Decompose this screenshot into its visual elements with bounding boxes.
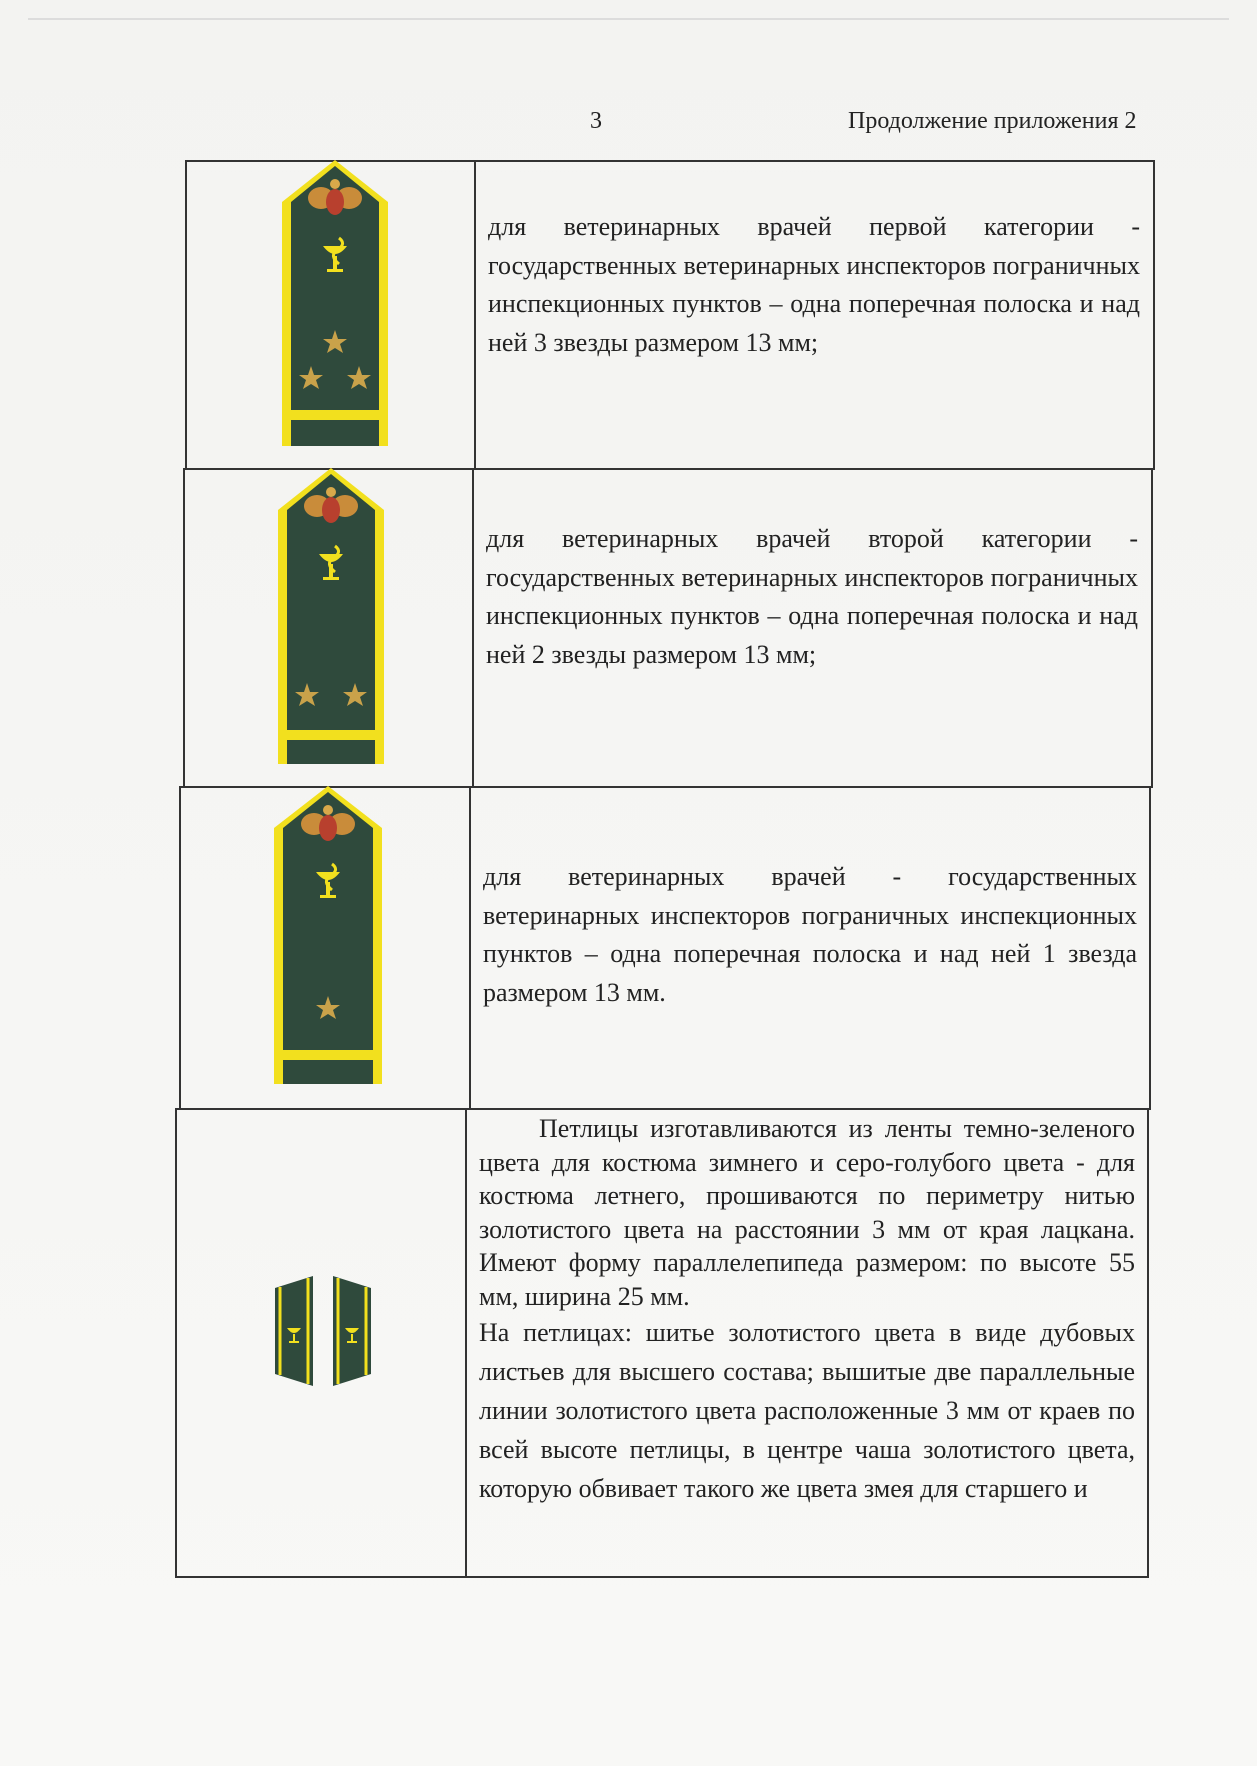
continuation-label: Продолжение приложения 2	[848, 108, 1137, 134]
page-number: 3	[590, 108, 602, 134]
shoulder-strap-2-stars	[278, 468, 384, 764]
scan-edge-line	[28, 18, 1229, 20]
collar-tab-right	[333, 1276, 371, 1386]
column-divider	[469, 786, 471, 1110]
collar-tab-description	[479, 1112, 1135, 1508]
paragraph-1: Петлицы изготавливаются из ленты темно-зеленого цвета для костюма зимнего и серо-голубого цвета - для костюма летнего, прошиваются по периметру нитью золотистого цвета на расстоянии 3 мм от края лацкана. Имеют форму параллелепипеда размером: по высоте 55 мм, ширина 25 мм.	[479, 1114, 1135, 1311]
column-divider	[465, 1108, 467, 1578]
shoulder-strap-1-star	[274, 786, 382, 1084]
rank-description: для ветеринарных врачей второй категории - государственных ветеринарных инспекторов пограничных инспекционных пунктов – одна поперечная полоска и над ней 2 звезды размером 13 мм;	[486, 524, 1138, 669]
rank-description: для ветеринарных врачей - государственных ветеринарных инспекторов пограничных инспекционных пунктов – одна поперечная полоска и над ней 1 звезда размером 13 мм.	[483, 862, 1137, 1007]
column-divider	[472, 468, 474, 788]
collar-tab-left	[275, 1276, 313, 1386]
rank-description: для ветеринарных врачей первой категории - государственных ветеринарных инспекторов пограничных инспекционных пунктов – одна поперечная полоска и над ней 3 звезды размером 13 мм;	[488, 212, 1140, 357]
paragraph-2: На петлицах: шитье золотистого цвета в виде дубовых листьев для высшего состава; вышитые две параллельные линии золотистого цвета расположенные 3 мм от краев по всей высоте петлицы, в центре чаша золотистого цвета, которую обвивает такого же цвета змея для старшего и	[479, 1318, 1135, 1503]
column-divider	[474, 160, 476, 470]
shoulder-strap-3-stars	[282, 160, 388, 446]
